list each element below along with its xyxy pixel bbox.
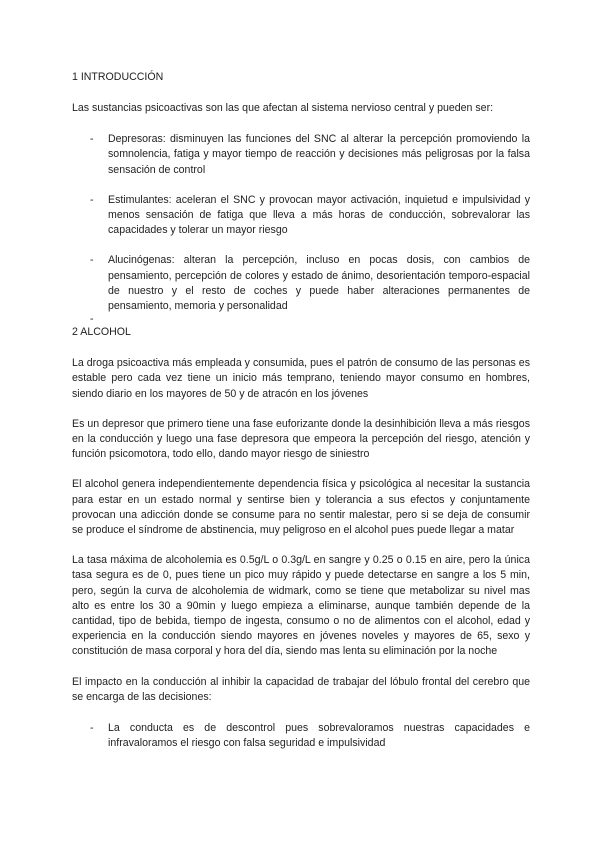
list-item-text: La conducta es de descontrol pues sobrevaloramos nuestras capacidades e infravaloramos el riesgo con falsa seguridad e impulsividad — [108, 722, 530, 750]
alcohol-paragraph-3: El alcohol genera independientemente dependencia física y psicológica al necesitar la sustancia para estar en un estado normal y sentirse bien y tolerancia a sus efectos y conjuntamente provocan una adicción donde se consume para no sentir malestar, pero si se deja de consumir se produce el síndrome de abstinencia, muy peligroso en el alcohol pues puede llegar a matar — [72, 478, 530, 537]
alcohol-paragraph-1: La droga psicoactiva más empleada y consumida, pues el patrón de consumo de las personas es estable pero cada vez tiene un inicio más temprano, teniendo mayor consumo en hombres, siendo diario en los mayores de 50 y de atracón en los jóvenes — [72, 357, 530, 400]
psychoactive-types-list — [72, 132, 530, 314]
dash-bullet: - — [90, 313, 94, 326]
alcohol-paragraph-5: El impacto en la conducción al inhibir la capacidad de trabajar del lóbulo frontal del cerebro que se encarga de las decisiones: — [72, 675, 530, 703]
dash-bullet: - — [90, 254, 94, 267]
alcohol-paragraph-2: Es un depresor que primero tiene una fase euforizante donde la desinhibición lleva a más riesgos en la conducción y luego una fase depresora que empeora la percepción del riesgo, atención y función psicomotora, todo ello, dando mayor riesgo de siniestro — [72, 417, 530, 461]
intro-paragraph: Las sustancias psicoactivas son las que afectan al sistema nervioso central y pueden ser: — [72, 102, 494, 114]
list-item-depresoras — [72, 132, 530, 178]
dash-bullet: - — [90, 722, 94, 735]
dash-bullet: - — [90, 193, 94, 206]
list-item-text: Depresoras: disminuyen las funciones del SNC al alterar la percepción promoviendo la somnolencia, fatiga y mayor tiempo de reacción y decisiones más peligrosas por la falsa sensación de control — [108, 133, 530, 176]
list-item-text: Estimulantes: aceleran el SNC y provocan mayor activación, inquietud e impulsividad y menos sensación de fatiga que lleva a más horas de conducción, sobrevalorar las capacidades y tolerar un mayor riesgo — [108, 193, 530, 237]
list-item-estimulantes — [72, 193, 530, 239]
list-item-alucinogenas — [72, 253, 530, 314]
alcohol-effects-list — [72, 721, 530, 751]
dash-bullet: - — [90, 133, 94, 146]
list-item-text: Alucinógenas: alteran la percepción, incluso en pocas dosis, con cambios de pensamiento, percepción de colores y estado de ánimo, desorientación temporo-espacial de nuestro y el resto de coches y puede haber alteraciones permanentes de pensamiento, memoria y personalidad — [108, 254, 530, 313]
alcohol-paragraph-4: La tasa máxima de alcoholemia es 0.5g/L o 0.3g/L en sangre y 0.25 o 0.15 en aire, pero la única tasa segura es de 0, pues tiene un pico muy rápido y puede detectarse en sangre a los 5 min, pero, según la curva de alcoholemia de widmark, como se tiene que metabolizar su nivel mas alto es entre los 30 a 90min y luego empieza a eliminarse, aunque también depende de la cantidad, tipo de bebida, tiempo de ingesta, consumo o no de alimentos con el alcohol, edad y experiencia en la conducción siendo mayores en jóvenes noveles y mayores de 65, sexo y constitución de masa corporal y hora del día, siendo mas lenta su eliminación por la noche — [72, 554, 530, 658]
section-heading-alcohol: 2 ALCOHOL — [72, 326, 131, 339]
list-item-conducta — [72, 721, 530, 751]
empty-list-item — [72, 314, 530, 325]
section-heading-introduccion: 1 INTRODUCCIÓN — [72, 71, 164, 83]
